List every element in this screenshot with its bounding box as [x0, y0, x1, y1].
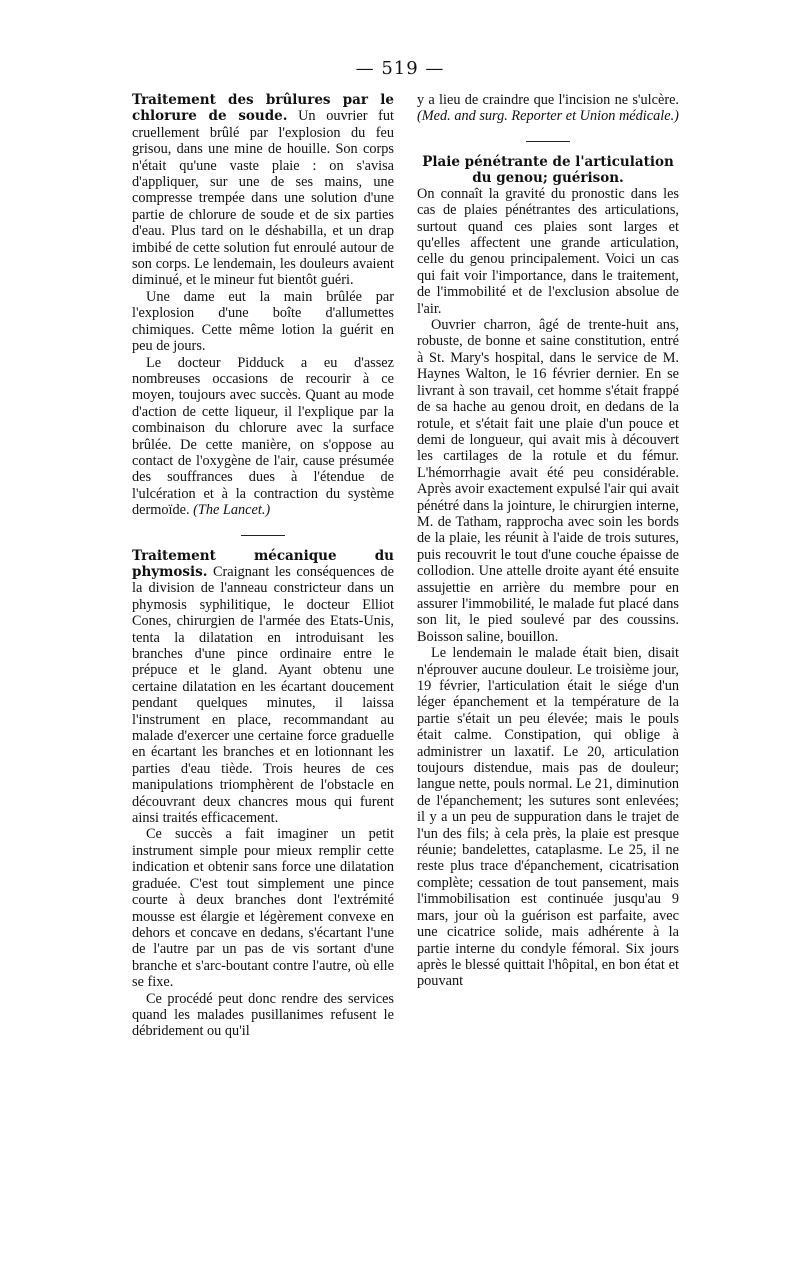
article-burns-lead-paragraph [132, 92, 394, 289]
article-burns-heading: Traitement des brûlures par le chlorure de soude. [132, 92, 394, 125]
article-burns-paragraph-3 [132, 355, 394, 519]
article-phymosis-paragraph-3: Ce procédé peut donc rendre des services quand les malades pusillanimes refusent le débridement ou qu'il [132, 990, 394, 1040]
section-divider [241, 535, 285, 536]
article-burns-paragraph-3-text: Le docteur Pidduck a eu d'assez nombreuses occasions de recourir à ce moyen, toujours avec succès. Quant au mode d'action de cette liqueur, il l'explique par la combinaison du chlorure avec la surface brûlée. De cette manière, on s'oppose au contact de l'oxygène de l'air, cause présumée des souffrances dues à l'étendue de l'ulcération et à la contraction du système dermoïde. [132, 354, 394, 519]
article-phymosis-lead-paragraph [132, 548, 394, 827]
article-knee-wound [417, 154, 679, 990]
article-burns-paragraph-2: Une dame eut la main brûlée par l'explosion d'une boîte d'allumettes chimiques. Cette même lotion la guérit en peu de jours. [132, 288, 394, 355]
article-knee-wound-paragraph-2: Ouvrier charron, âgé de trente-huit ans, robuste, de bonne et saine constitution, entré à St. Mary's hospital, dans le service de M. Haynes Walton, le 16 février dernier. En se livrant à son travail, cet homme s'était frappé de sa hache au genou droit, en dedans de la rotule, et s'était fait une plaie d'un pouce et demi de longueur, qui avait mis à découvert les cartilages de la rotule et du fémur. L'hémorrhagie avait été peu considérable. Après avoir exactement expulsé l'air qui avait pénétré dans la jointure, le chirurgien interne, M. de Tatham, rapprocha avec soin les bords de la plaie, les réunit à l'aide de trois sutures, puis recouvrit le tout d'une couche épaisse de collodion. Une attelle droite ayant été ensuite assujettie en arrière du membre pour en assurer l'immobilité, le malade fut placé dans son lit, le pied soulevé par des coussins. Boisson saline, bouillon. [417, 317, 679, 645]
article-burns-source: (The Lancet.) [193, 502, 271, 519]
article-phymosis-heading: Traitement mécanique du phymosis. [132, 547, 394, 580]
article-knee-wound-paragraph-3: Le lendemain le malade était bien, disait n'éprouver aucune douleur. Le troisième jour, 19 février, l'articulation était le siége d'un léger épanchement et la température de la partie s'était un peu élevée; mais le pouls était calme. Constipation, qui oblige à administrer un laxatif. Le 20, articulation toujours distendue, mais pas de douleur; langue nette, pouls normal. Le 21, diminution de l'épanchement; les sutures sont enlevées; il y a un peu de suppuration dans le trajet de l'un des fils; à cela près, la plaie est presque réunie; bandelettes, cataplasme. Le 25, il ne reste plus trace d'épanchement, cicatrisation complète; cessation de tout pansement, mais l'immobilisation est continuée jusqu'au 9 mars, jour où la guérison est parfaite, avec une cicatrice solide, mais adhérente à la partie interne du condyle fémoral. Six jours après le blessé quittait l'hôpital, en bon état et pouvant [417, 645, 679, 990]
right-column [417, 92, 679, 990]
section-divider [526, 141, 570, 142]
article-knee-wound-lead-paragraph: On connaît la gravité du pronostic dans les cas de plaies pénétrantes des articulations, surtout quand ces plaies sont larges et qu'elles affectent une grande articulation, celle du genou principalement. Voici un cas qui fait voir l'importance, dans le traitement, de l'immobilité et de l'exclusion absolue de l'air. [417, 185, 679, 317]
article-phymosis-lead-text: Craignant les conséquences de la division de l'anneau constricteur dans un phymosis syphilitique, le docteur Elliot Cones, chirurgien de l'armée des Etats-Unis, tenta la dilatation en introduisant les branches d'une pince ordinaire entre le prépuce et le gland. Ayant obtenu une certaine dilatation en les écartant doucement pendant quelques minutes, il laissa l'instrument en place, recommandant au malade d'exercer une certaine force graduelle en écartant les branches et en lotionnant les parties d'eau tiède. Trois heures de ces manipulations triomphèrent de l'obstacle en découvrant deux chancres mous qui furent ainsi traités efficacement. [132, 563, 394, 827]
article-knee-wound-heading: Plaie pénétrante de l'articulation du genou; guérison. [422, 153, 674, 186]
continued-paragraph [417, 92, 679, 125]
left-column [132, 92, 394, 1040]
article-phymosis [132, 548, 394, 1040]
article-phymosis-paragraph-2: Ce succès a fait imaginer un petit instrument simple pour mieux remplir cette indication et obtenir sans force une dilatation graduée. C'est tout simplement une pince courte à deux branches dont l'extrémité mousse est élargie et légèrement convexe en dehors et concave en dedans, s'écartant l'une de l'autre par un pas de vis sortant d'une branche et s'arc-boutant contre l'autre, où elle se fixe. [132, 826, 394, 991]
continued-text: y a lieu de craindre que l'incision ne s'ulcère. [417, 92, 679, 108]
continued-source: (Med. and surg. Reporter et Union médicale.) [417, 108, 679, 125]
article-burns-lead-text: Un ouvrier fut cruellement brûlé par l'explosion du feu grisou, dans une mine de houille. Son corps n'était qu'une vaste plaie : on s'avisa d'appliquer, sur une de ses mains, une compresse trempée dans une solution d'une partie de chlorure de soude et de six parties d'eau. Plus tard on le déshabilla, et un drap imbibé de cette solution fut enroulé autour de son corps. Le lendemain, les douleurs avaient diminué, et le mineur fut bientôt guéri. [132, 108, 394, 289]
article-burns [132, 92, 394, 519]
page-number: — 519 — [355, 58, 445, 79]
